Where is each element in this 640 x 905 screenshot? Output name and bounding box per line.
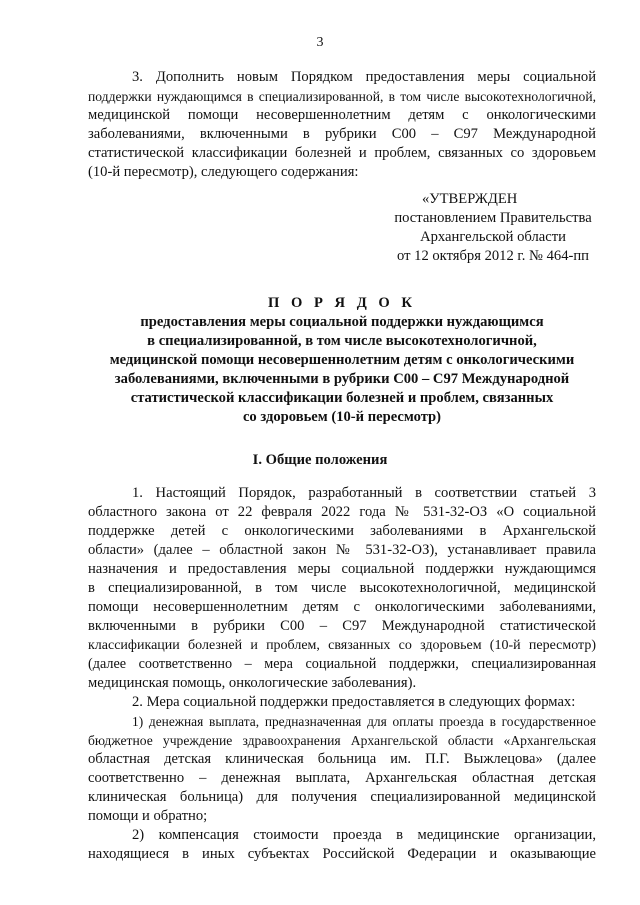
approval-line: Архангельской области bbox=[420, 229, 566, 245]
body-line: областного закона от 22 февраля 2022 года № 531-32-ОЗ «О социальной bbox=[88, 504, 596, 520]
body-line: 2) компенсация стоимости проезда в медицинские организации, bbox=[132, 827, 596, 843]
order-title: П О Р Я Д О К bbox=[267, 295, 417, 311]
order-subtitle-line: со здоровьем (10-й пересмотр) bbox=[242, 409, 442, 425]
intro-line: (10-й пересмотр), следующего содержания: bbox=[88, 164, 359, 180]
body-line: 1. Настоящий Порядок, разработанный в соответствии статьей 3 bbox=[132, 485, 596, 501]
body-line: соответственно – денежная выплата, Архангельская областная детская bbox=[88, 770, 596, 786]
body-line: в специализированной, в том числе высокотехнологичной, медицинской bbox=[88, 580, 596, 596]
page-number: 3 bbox=[316, 35, 324, 50]
body-line: находящиеся в иных субъектах Российской Федерации и оказывающие bbox=[88, 846, 596, 862]
body-line: бюджетное учреждение здравоохранения Архангельской области «Архангельская bbox=[88, 733, 596, 748]
approval-line: «УТВЕРЖДЕН bbox=[422, 191, 518, 207]
body-line: поддержке детей с онкологическими заболеваниями в Архангельской bbox=[88, 523, 596, 539]
section-heading: I. Общие положения bbox=[252, 452, 388, 468]
body-text bbox=[88, 484, 596, 864]
intro-line: поддержки нуждающимся в специализированной, в том числе высокотехнологичной, bbox=[88, 89, 596, 104]
order-title-block bbox=[88, 294, 596, 427]
order-subtitle-line: в специализированной, в том числе высокотехнологичной, bbox=[147, 333, 537, 349]
intro-line: медицинской помощи несовершеннолетним детям с онкологическими bbox=[88, 107, 596, 123]
order-subtitle-line: заболеваниями, включенными в рубрики С00 – С97 Международной bbox=[114, 371, 570, 387]
body-line: 2. Мера социальной поддержки предоставляется в следующих формах: bbox=[132, 694, 576, 710]
body-line: областная детская клиническая больница им. П.Г. Выжлецова» (далее bbox=[88, 751, 596, 767]
body-line: области» (далее – областной закон № 531-32-ОЗ), устанавливает правила bbox=[88, 542, 596, 558]
body-line: клиническая больница) для получения специализированной медицинской bbox=[88, 789, 596, 805]
approval-line: от 12 октября 2012 г. № 464-пп bbox=[397, 248, 589, 264]
body-line: включенными в рубрики С00 – С97 Международной статистической bbox=[88, 618, 596, 634]
intro-line: заболеваниями, включенными в рубрики С00 – С97 Международной bbox=[88, 126, 596, 142]
intro-line: статистической классификации болезней и проблем, связанных со здоровьем bbox=[88, 145, 596, 161]
body-line: медицинская помощь, онкологические заболевания). bbox=[88, 675, 417, 691]
body-line: назначения и предоставления меры социальной поддержки нуждающимся bbox=[88, 561, 596, 577]
intro-line: 3. Дополнить новым Порядком предоставления меры социальной bbox=[132, 69, 596, 85]
body-line: 1) денежная выплата, предназначенная для оплаты проезда в государственное bbox=[132, 714, 596, 729]
body-line: классификации болезней и проблем, связанных со здоровьем (10-й пересмотр) bbox=[88, 638, 596, 653]
approval-line: постановлением Правительства bbox=[394, 210, 592, 226]
order-subtitle-line: предоставления меры социальной поддержки нуждающимся bbox=[140, 314, 544, 330]
body-line: помощи и обратно; bbox=[88, 808, 208, 824]
approval-stamp bbox=[378, 190, 608, 266]
body-line: (далее соответственно – мера социальной поддержки, специализированная bbox=[88, 656, 596, 672]
body-line: помощи несовершеннолетним детям с онкологическими заболеваниями, bbox=[88, 599, 596, 615]
order-subtitle-line: статистической классификации болезней и проблем, связанных bbox=[130, 390, 554, 406]
order-subtitle-line: медицинской помощи несовершеннолетним детям с онкологическими bbox=[109, 352, 575, 368]
intro-paragraph bbox=[88, 68, 596, 182]
